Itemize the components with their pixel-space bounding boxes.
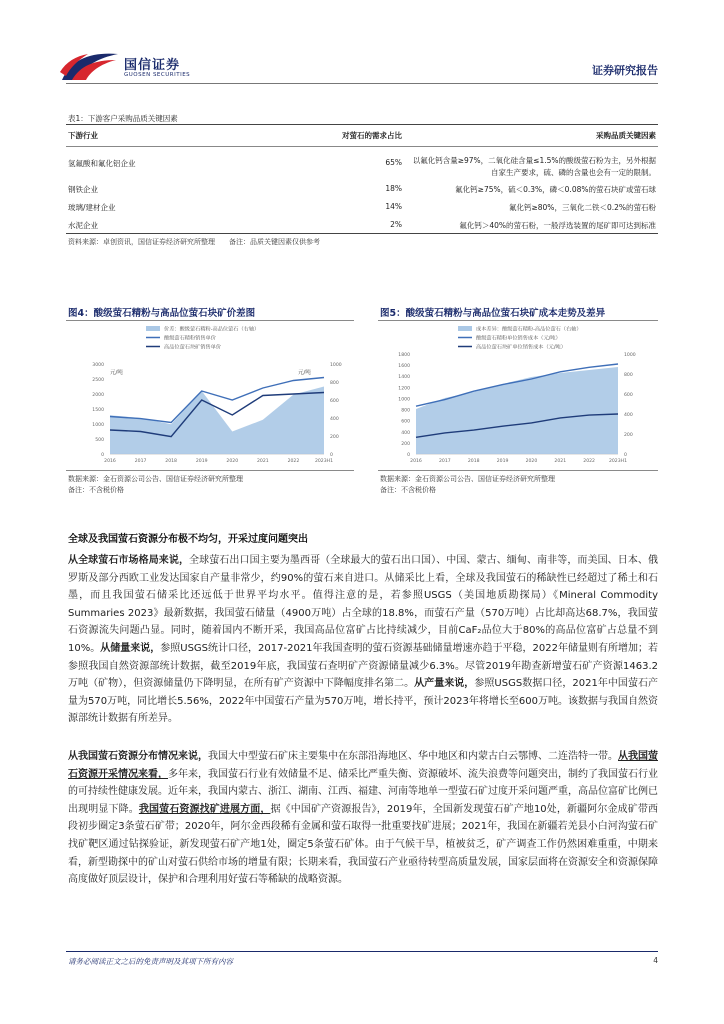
legend-label: 成本差异：酸级萤石精粉-高品位萤石（右轴） (476, 326, 582, 333)
y-tick-label: 1500 (92, 408, 104, 413)
x-tick-label: 2020 (525, 459, 538, 464)
y-tick-label: 200 (401, 441, 410, 447)
table-row (68, 202, 656, 214)
table-cell-share: 14% (385, 202, 402, 211)
para-lead: 从我国萤石资源开采情况来看， (68, 751, 658, 780)
figure-4-title: 图4：酸级萤石精粉与高品位萤石块矿价差图 (68, 308, 256, 319)
page-number: 4 (653, 956, 658, 965)
y-tick-label: 1000 (92, 423, 104, 428)
y-tick-label: 500 (95, 438, 104, 443)
table-cell-factor: 氟化钙≥75%，硫＜0.3%，磷＜0.08%的萤石块矿或萤石球 (455, 185, 656, 194)
series-area (110, 387, 324, 455)
x-tick-label: 2016 (410, 459, 422, 464)
table-cell-industry: 玻璃/建材企业 (68, 203, 116, 212)
x-tick-label: 2019 (496, 459, 509, 464)
y-tick-label: 3000 (92, 363, 104, 368)
figure-5-bottom-rule (378, 470, 658, 471)
y-axis-unit: 元/吨 (110, 370, 123, 376)
guosen-logo-icon (58, 50, 122, 84)
table-cell-factor: 以氟化钙含量≥97%，二氧化硅含量≤1.5%的酸级萤石粉为主，另外根据自家生产要求，硫、磷的含量也会有一定的限制。 (412, 156, 656, 177)
figure-5-source: 数据来源：金石资源公司公告、国信证券经济研究所整理 (380, 475, 555, 483)
logo-name-cn: 国信证券 (124, 58, 181, 73)
figure-5-top-rule (378, 320, 658, 321)
table-cell-factor: 氟化钙≥80%，三氧化二铁＜0.2%的萤石粉 (508, 203, 656, 212)
x-tick-label: 2017 (134, 459, 147, 464)
y2-tick-label: 600 (624, 393, 633, 398)
figure-5-title: 图5：酸级萤石精粉与高品位萤石块矿成本走势及差异 (380, 308, 606, 319)
y-tick-label: 2000 (92, 393, 104, 398)
table-cell-factor: 氟化钙＞40%的萤石粉，一般浮选装置的尾矿即可达到标准 (459, 221, 656, 230)
y2-tick-label: 800 (624, 373, 633, 378)
y2-tick-label: 0 (624, 453, 627, 458)
figure-4-bottom-rule (66, 470, 354, 471)
para-lead: 从储量来说， (100, 642, 161, 654)
x-tick-label: 2022 (583, 459, 595, 464)
table-header-rule (66, 146, 658, 147)
section-heading: 全球及我国萤石资源分布极不均匀，开采过度问题突出 (68, 534, 308, 545)
para-text: 全球萤石出口国主要为墨西哥（全球最大的萤石出口国）、中国、蒙古、缅甸、南非等，而美国、日本、俄罗斯及部分西欧工业发达国家自产量非常少，约90%的萤石来自进口。从储采比上看，全球及我国萤石的稀缺性已经超过了稀土和石墨，而且我国萤石储采比还远低于世界平均水平。值得注意的是，若参照USGS（美国地质勘探局）《Mineral Commodity Summaries 2023》最新数据，我国萤石储量（4900万吨）占全球的18.8%，而萤石产量（570万吨）占比却高达68.7%，我国萤石资源流失问题凸显。同时，随着国内不断开采，我国高品位富矿占比持续减少，目前CaF₂品位大于80%的高品位富矿占总量不到10%。 (68, 555, 659, 654)
legend-label: 高品位萤石块矿单位销售成本（元/吨） (476, 344, 566, 351)
table-header-share: 对萤石的需求占比 (342, 131, 402, 140)
table-source: 资料来源：卓创资讯，国信证券经济研究所整理 备注：品质关键因素仅供参考 (68, 238, 320, 246)
table-cell-industry: 氢氟酸和氟化铝企业 (68, 159, 136, 168)
y-tick-label: 400 (401, 430, 410, 436)
table-row (68, 155, 656, 179)
para-lead: 从全球萤石市场格局来说， (68, 555, 190, 566)
x-tick-label: 2021 (554, 459, 567, 464)
y-tick-label: 800 (401, 408, 410, 414)
table-header-row (68, 130, 656, 142)
table-cell-share: 18% (385, 184, 402, 193)
y-tick-label: 0 (101, 453, 104, 458)
y-tick-label: 2500 (92, 378, 104, 383)
header-divider (66, 83, 658, 84)
legend-label: 酸级萤石精粉销售单价 (164, 335, 216, 342)
table-row (68, 184, 656, 196)
para-text: 参照USGS数据口径，2021年中国萤石产量为570万吨，同比增长5.56%，2022年中国萤石产量为570万吨，增长持平，预计2023年将增长至600万吨。该数据与我国自然资源部统计数据有所差异。 (68, 678, 659, 725)
para-text: 我国大中型萤石矿床主要集中在东部沿海地区、华中地区和内蒙古白云鄂博、二连浩特一带。 (208, 751, 618, 762)
x-tick-label: 2018 (165, 459, 177, 464)
y2-tick-label: 800 (330, 381, 339, 386)
y2-tick-label: 400 (624, 413, 633, 418)
para-text: 据《中国矿产资源报告》，2019年，全国新发现萤石矿产地10处，新疆阿尔金成矿带西段初步圈定3条萤石矿带；2020年，阿尔金西段稀有金属和萤石取得一批重要找矿进展；2021年，我国在新疆若羌县小白河沟萤石矿找矿靶区通过钻探验证，新发现萤石矿产地1处，圈定5条萤石矿体。由于气候干旱，植被贫乏，矿产调查工作仍然困难重重，中期来看，新型勘探中的矿山对萤石供给市场的增量有限；长期来看，我国萤石产业亟待转型高质量发展，国家层面将在资源安全和资源保障高度做好顶层设计，保护和合理利用好萤石等稀缺的战略资源。 (68, 803, 659, 886)
paragraph-global-market (68, 552, 658, 728)
y-tick-label: 1200 (398, 386, 410, 392)
footer-divider (66, 951, 658, 952)
x-tick-label: 2019 (195, 459, 208, 464)
x-tick-label: 2020 (226, 459, 239, 464)
y2-axis-unit: 元/吨 (298, 370, 311, 376)
y-tick-label: 1600 (398, 364, 410, 370)
para-lead: 我国萤石资源找矿进展方面， (138, 803, 271, 815)
logo-name-en: GUOSEN SECURITIES (124, 72, 191, 78)
legend-label: 酸级萤石精粉单位销售成本（元/吨） (476, 335, 561, 342)
y2-tick-label: 1000 (330, 363, 342, 368)
x-tick-label: 2021 (257, 459, 269, 464)
figure-4-chart (66, 322, 354, 468)
y2-tick-label: 200 (330, 435, 339, 440)
y-tick-label: 1400 (398, 375, 410, 381)
para-text: 多年来，我国萤石行业有效储量不足、储采比严重失衡、资源破坏、流失浪费等问题突出，制约了我国萤石行业的可持续性健康发展。近年来，我国内蒙古、浙江、湖南、江西、福建、河南等地单一型萤石矿过度开采问题严重，高品位富矿比例已出现明显下降。 (68, 768, 658, 815)
table-cell-share: 65% (385, 158, 402, 167)
table-row (68, 220, 656, 232)
x-tick-label: 2016 (104, 459, 116, 464)
figure-5-note: 备注：不含税价格 (380, 486, 436, 494)
x-tick-label: 2017 (439, 459, 451, 464)
report-type-label: 证券研究报告 (592, 64, 658, 77)
x-tick-label: 2018 (467, 459, 480, 464)
y-tick-label: 1800 (398, 353, 410, 358)
table-cell-industry: 水泥企业 (68, 221, 98, 230)
legend-label: 价差：酸级萤石精粉-高品位萤石（右轴） (164, 326, 260, 333)
figure-5-chart (378, 322, 658, 468)
x-tick-label: 2023H1 (314, 459, 334, 464)
figure-4-top-rule (66, 320, 354, 321)
para-lead: 从我国萤石资源分布情况来说， (68, 751, 208, 762)
legend-label: 高品位萤石块矿销售单价 (164, 344, 222, 351)
table-cell-industry: 钢铁企业 (68, 185, 98, 194)
para-text: 参照USGS统计口径，2017-2021年我国查明的萤石资源基础储量增速亦趋于平稳，2022年储量则有所增加；若参照我国自然资源部统计数据，截至2019年底，我国萤石查明矿产资源储量减少6.3%。尽管2019年勘查新增萤石矿产资源1463.2万吨（矿物），但资源储量仍下降明显，在所有矿产资源中下降幅度排名第二。 (68, 642, 658, 690)
table-header-industry: 下游行业 (68, 131, 98, 140)
table-bottom-rule (66, 233, 658, 234)
series-area (416, 367, 618, 454)
table-top-rule (66, 124, 658, 125)
legend-swatch (458, 326, 472, 331)
y-tick-label: 1000 (398, 397, 410, 403)
footer-disclaimer: 请务必阅读正文之后的免责声明及其项下所有内容 (68, 957, 233, 966)
x-tick-label: 2023H1 (608, 459, 628, 464)
legend-swatch (146, 326, 160, 331)
x-tick-label: 2022 (287, 459, 300, 464)
figure-4-note: 备注：不含税价格 (68, 486, 124, 494)
table-title: 表1：下游客户采购品质关键因素 (68, 114, 178, 123)
table-header-factor: 采购品质关键因素 (596, 131, 656, 140)
paragraph-domestic-distribution (68, 748, 658, 889)
table-cell-share: 2% (390, 220, 402, 229)
y2-tick-label: 600 (330, 399, 339, 404)
figure-4-source: 数据来源：金石资源公司公告、国信证券经济研究所整理 (68, 475, 243, 483)
y2-tick-label: 200 (624, 433, 633, 438)
para-lead: 从产量来说， (414, 678, 475, 690)
y2-tick-label: 1000 (624, 353, 636, 358)
y-tick-label: 600 (401, 419, 410, 425)
y2-tick-label: 400 (330, 417, 339, 422)
y-tick-label: 0 (407, 453, 410, 458)
y2-tick-label: 0 (330, 453, 333, 458)
